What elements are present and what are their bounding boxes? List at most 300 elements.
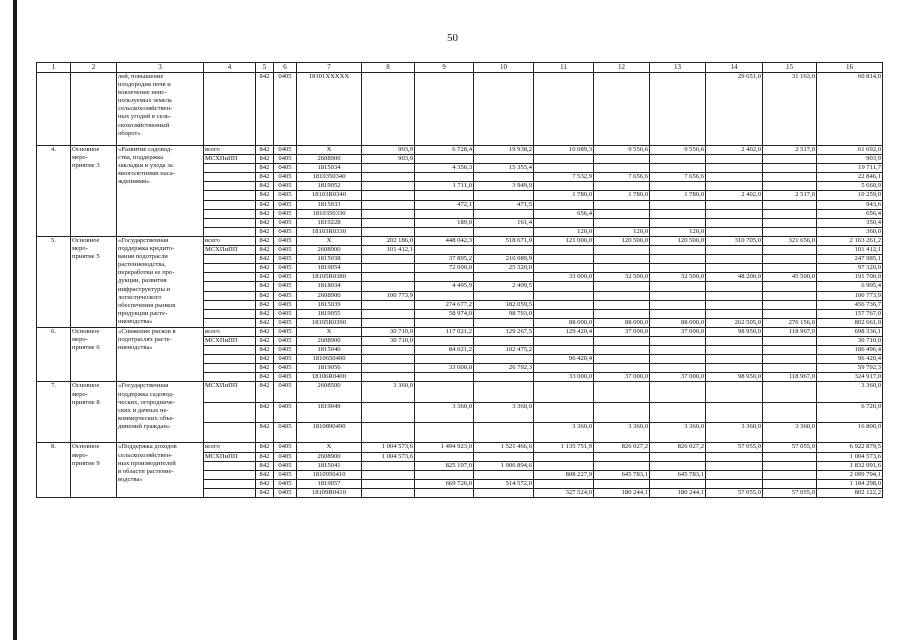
target-article-cell: 1810950410 (297, 470, 362, 479)
amount-cell-13 (650, 182, 706, 191)
target-article-cell: 1819052 (297, 182, 362, 191)
amount-cell-12 (594, 291, 650, 300)
amount-cell-9 (415, 382, 474, 402)
section-code-cell: 0405 (274, 218, 297, 227)
amount-cell-13 (650, 209, 706, 218)
amount-cell-11: 121 000,0 (534, 236, 594, 245)
grbs-code-cell: 842 (256, 164, 274, 173)
section-code-cell: 0405 (274, 423, 297, 443)
amount-cell-9: 4 356,3 (415, 164, 474, 173)
amount-cell-15: 2 517,0 (763, 146, 817, 155)
amount-cell-16: 5 660,9 (817, 182, 883, 191)
amount-cell-16: 1 184 298,0 (817, 479, 883, 488)
target-article-cell: 1815034 (297, 164, 362, 173)
amount-cell-10 (474, 173, 534, 182)
grbs-code-cell: 842 (256, 209, 274, 218)
amount-cell-8 (362, 273, 415, 282)
section-code-cell: 0405 (274, 373, 297, 382)
responsible-cell: всего (204, 146, 256, 155)
amount-cell-15 (763, 164, 817, 173)
responsible-cell (204, 291, 256, 300)
target-article-cell: 1819056 (297, 364, 362, 373)
grbs-code-cell: 842 (256, 73, 274, 146)
amount-cell-10: 161,4 (474, 218, 534, 227)
target-article-cell: 2608900 (297, 452, 362, 461)
column-header-4: 4 (204, 63, 256, 73)
amount-cell-13 (650, 155, 706, 164)
amount-cell-13 (650, 452, 706, 461)
amount-cell-9 (415, 155, 474, 164)
responsible-cell (204, 182, 256, 191)
target-article-cell: 1819054 (297, 264, 362, 273)
target-article-cell: 1815033 (297, 200, 362, 209)
amount-cell-8: 3 360,0 (362, 382, 415, 402)
amount-cell-12 (594, 218, 650, 227)
column-header-15: 15 (763, 63, 817, 73)
amount-cell-9: 6 728,4 (415, 146, 474, 155)
amount-cell-16: 6 905,4 (817, 282, 883, 291)
amount-cell-15 (763, 218, 817, 227)
amount-cell-12 (594, 164, 650, 173)
responsible-cell: всего (204, 327, 256, 336)
amount-cell-10 (474, 382, 534, 402)
amount-cell-14 (706, 255, 763, 264)
amount-cell-14 (706, 402, 763, 422)
target-article-cell: X (297, 443, 362, 452)
amount-cell-10 (474, 155, 534, 164)
amount-cell-14 (706, 461, 763, 470)
amount-cell-13: 37 000,0 (650, 373, 706, 382)
amount-cell-15 (763, 336, 817, 345)
amount-cell-11 (534, 336, 594, 345)
amount-cell-10: 102 475,2 (474, 346, 534, 355)
amount-cell-16: 350,4 (817, 218, 883, 227)
amount-cell-14: 48 200,0 (706, 273, 763, 282)
amount-cell-14 (706, 309, 763, 318)
amount-cell-13: 3 360,0 (650, 423, 706, 443)
amount-cell-11: 96 420,4 (534, 355, 594, 364)
responsible-cell (204, 264, 256, 273)
amount-cell-14: 57 055,0 (706, 443, 763, 452)
grbs-code-cell: 842 (256, 246, 274, 255)
section-code-cell: 0405 (274, 173, 297, 182)
amount-cell-10: 3 949,9 (474, 182, 534, 191)
amount-cell-9 (415, 73, 474, 146)
amount-cell-8 (362, 402, 415, 422)
amount-cell-13 (650, 255, 706, 264)
amount-cell-14 (706, 264, 763, 273)
grbs-code-cell: 842 (256, 318, 274, 327)
binder-margin-bar (13, 0, 17, 640)
event-name-cell: «Поддержка доходов сельскохозяйствен- ных производителей в области растение- водства» (117, 443, 204, 498)
amount-cell-8 (362, 164, 415, 173)
section-code-cell: 0405 (274, 488, 297, 497)
column-header-3: 3 (117, 63, 204, 73)
amount-cell-15 (763, 227, 817, 236)
amount-cell-9 (415, 355, 474, 364)
responsible-cell: МСХПиПП (204, 336, 256, 345)
target-article-cell: 1810650400 (297, 355, 362, 364)
amount-cell-12 (594, 246, 650, 255)
amount-cell-16: 656,4 (817, 209, 883, 218)
amount-cell-14 (706, 246, 763, 255)
amount-cell-16: 6 720,0 (817, 402, 883, 422)
amount-cell-12 (594, 452, 650, 461)
amount-cell-12 (594, 155, 650, 164)
grbs-code-cell: 842 (256, 336, 274, 345)
amount-cell-8: 30 710,0 (362, 327, 415, 336)
amount-cell-12 (594, 364, 650, 373)
amount-cell-13 (650, 282, 706, 291)
amount-cell-13 (650, 264, 706, 273)
target-article-cell: 2608900 (297, 246, 362, 255)
grbs-code-cell: 842 (256, 373, 274, 382)
amount-cell-15 (763, 355, 817, 364)
responsible-cell (204, 164, 256, 173)
amount-cell-15 (763, 264, 817, 273)
amount-cell-16: 698 336,1 (817, 327, 883, 336)
amount-cell-10: 2 409,5 (474, 282, 534, 291)
amount-cell-15 (763, 300, 817, 309)
amount-cell-15: 118 967,0 (763, 327, 817, 336)
responsible-cell (204, 191, 256, 200)
target-article-cell: 18106R0400 (297, 373, 362, 382)
amount-cell-8 (362, 318, 415, 327)
amount-cell-14: 98 950,0 (706, 327, 763, 336)
amount-cell-15 (763, 364, 817, 373)
event-type-cell: Основное меро- приятие 3 (71, 146, 117, 237)
amount-cell-13: 88 000,0 (650, 318, 706, 327)
amount-cell-14 (706, 164, 763, 173)
amount-cell-10 (474, 246, 534, 255)
amount-cell-11: 33 000,0 (534, 273, 594, 282)
amount-cell-12 (594, 402, 650, 422)
column-header-9: 9 (415, 63, 474, 73)
target-article-cell: 1810350330 (297, 209, 362, 218)
amount-cell-13 (650, 246, 706, 255)
amount-cell-11 (534, 246, 594, 255)
amount-cell-15 (763, 382, 817, 402)
amount-cell-16: 60 814,0 (817, 73, 883, 146)
amount-cell-13 (650, 364, 706, 373)
section-code-cell: 0405 (274, 273, 297, 282)
amount-cell-16: 97 320,0 (817, 264, 883, 273)
amount-cell-13: 120 500,0 (650, 236, 706, 245)
amount-cell-10: 210 089,9 (474, 255, 534, 264)
amount-cell-10 (474, 191, 534, 200)
section-code-cell: 0405 (274, 382, 297, 402)
amount-cell-10 (474, 227, 534, 236)
amount-cell-12 (594, 300, 650, 309)
grbs-code-cell: 842 (256, 461, 274, 470)
amount-cell-11 (534, 461, 594, 470)
section-code-cell: 0405 (274, 200, 297, 209)
amount-cell-11: 7 532,9 (534, 173, 594, 182)
amount-cell-8 (362, 300, 415, 309)
amount-cell-12 (594, 346, 650, 355)
target-article-cell: 1819055 (297, 309, 362, 318)
row-number-cell: 6. (37, 327, 71, 382)
amount-cell-14 (706, 355, 763, 364)
amount-cell-11 (534, 402, 594, 422)
amount-cell-12 (594, 309, 650, 318)
amount-cell-8 (362, 364, 415, 373)
section-code-cell: 0405 (274, 452, 297, 461)
amount-cell-13: 120,0 (650, 227, 706, 236)
amount-cell-11: 656,4 (534, 209, 594, 218)
grbs-code-cell: 842 (256, 200, 274, 209)
amount-cell-9: 3 360,0 (415, 402, 474, 422)
event-name-cell: «Развитие садовод- ства, поддержка закладки и ухода за многолетними наса- ждениями» (117, 146, 204, 237)
amount-cell-16: 2 099 794,1 (817, 470, 883, 479)
amount-cell-8 (362, 255, 415, 264)
amount-cell-9 (415, 318, 474, 327)
section-code-cell: 0405 (274, 227, 297, 236)
amount-cell-12 (594, 182, 650, 191)
section-code-cell: 0405 (274, 364, 297, 373)
amount-cell-16: 59 792,3 (817, 364, 883, 373)
amount-cell-16: 802 122,2 (817, 488, 883, 497)
amount-cell-14: 57 055,0 (706, 488, 763, 497)
amount-cell-15 (763, 461, 817, 470)
amount-cell-8 (362, 461, 415, 470)
amount-cell-9: 1 494 923,0 (415, 443, 474, 452)
amount-cell-10: 518 671,9 (474, 236, 534, 245)
section-code-cell: 0405 (274, 355, 297, 364)
target-article-cell: 1819049 (297, 402, 362, 422)
amount-cell-8: 100 773,9 (362, 291, 415, 300)
amount-cell-13: 37 000,0 (650, 327, 706, 336)
amount-cell-9 (415, 209, 474, 218)
amount-cell-9: 117 021,2 (415, 327, 474, 336)
target-article-cell: 1818034 (297, 282, 362, 291)
amount-cell-10: 19 938,2 (474, 146, 534, 155)
amount-cell-14: 310 705,0 (706, 236, 763, 245)
table-row (37, 443, 883, 452)
amount-cell-10 (474, 318, 534, 327)
column-header-2: 2 (71, 63, 117, 73)
amount-cell-12: 120,0 (594, 227, 650, 236)
amount-cell-13: 1 780,0 (650, 191, 706, 200)
amount-cell-14 (706, 291, 763, 300)
responsible-cell: МСХПиПП (204, 382, 256, 402)
target-article-cell: 2608900 (297, 336, 362, 345)
table-row (37, 236, 883, 245)
amount-cell-14 (706, 470, 763, 479)
amount-cell-12: 37 000,0 (594, 373, 650, 382)
amount-cell-11 (534, 300, 594, 309)
row-number-cell (37, 73, 71, 146)
amount-cell-14: 2 402,0 (706, 146, 763, 155)
table-row (37, 146, 883, 155)
amount-cell-15 (763, 470, 817, 479)
section-code-cell: 0405 (274, 336, 297, 345)
column-header-11: 11 (534, 63, 594, 73)
amount-cell-12: 37 000,0 (594, 327, 650, 336)
column-header-10: 10 (474, 63, 534, 73)
amount-cell-15: 31 163,0 (763, 73, 817, 146)
target-article-cell: 18103R0330 (297, 227, 362, 236)
target-article-cell: 2608900 (297, 291, 362, 300)
amount-cell-11 (534, 309, 594, 318)
amount-cell-9: 1 711,0 (415, 182, 474, 191)
amount-cell-16: 96 420,4 (817, 355, 883, 364)
amount-cell-8 (362, 479, 415, 488)
amount-cell-9: 274 677,2 (415, 300, 474, 309)
amount-cell-11: 33 000,0 (534, 373, 594, 382)
amount-cell-10 (474, 488, 534, 497)
row-number-cell: 8. (37, 443, 71, 498)
section-code-cell: 0405 (274, 461, 297, 470)
target-article-cell: 18105R0390 (297, 318, 362, 327)
amount-cell-13 (650, 336, 706, 345)
amount-cell-15 (763, 182, 817, 191)
section-code-cell: 0405 (274, 318, 297, 327)
amount-cell-16: 22 846,1 (817, 173, 883, 182)
section-code-cell: 0405 (274, 309, 297, 318)
amount-cell-8 (362, 191, 415, 200)
amount-cell-11: 1 135 751,9 (534, 443, 594, 452)
amount-cell-11 (534, 364, 594, 373)
section-code-cell: 0405 (274, 164, 297, 173)
grbs-code-cell: 842 (256, 300, 274, 309)
amount-cell-8 (362, 309, 415, 318)
amount-cell-15 (763, 255, 817, 264)
amount-cell-16: 802 661,0 (817, 318, 883, 327)
target-article-cell: 1815039 (297, 300, 362, 309)
amount-cell-12 (594, 336, 650, 345)
amount-cell-11: 327 524,0 (534, 488, 594, 497)
amount-cell-12 (594, 479, 650, 488)
event-name-cell: «Снижение рисков в подотраслях расте- ниеводства» (117, 327, 204, 382)
amount-cell-8: 202 186,0 (362, 236, 415, 245)
amount-cell-11: 129 420,4 (534, 327, 594, 336)
amount-cell-10 (474, 355, 534, 364)
section-code-cell: 0405 (274, 282, 297, 291)
responsible-cell (204, 373, 256, 382)
amount-cell-14 (706, 346, 763, 355)
column-header-1: 1 (37, 63, 71, 73)
target-article-cell: 18103R0340 (297, 191, 362, 200)
amount-cell-13: 180 244,1 (650, 488, 706, 497)
amount-cell-15 (763, 452, 817, 461)
amount-cell-12: 9 556,6 (594, 146, 650, 155)
amount-cell-9: 4 495,9 (415, 282, 474, 291)
row-number-cell: 4. (37, 146, 71, 237)
amount-cell-16: 101 412,1 (817, 246, 883, 255)
amount-cell-8 (362, 264, 415, 273)
responsible-cell (204, 273, 256, 282)
amount-cell-9: 472,1 (415, 200, 474, 209)
amount-cell-10 (474, 470, 534, 479)
amount-cell-8 (362, 218, 415, 227)
amount-cell-15 (763, 402, 817, 422)
target-article-cell: 2608900 (297, 155, 362, 164)
amount-cell-8 (362, 373, 415, 382)
amount-cell-14 (706, 382, 763, 402)
amount-cell-9 (415, 173, 474, 182)
amount-cell-9 (415, 452, 474, 461)
section-code-cell: 0405 (274, 300, 297, 309)
amount-cell-13: 826 027,2 (650, 443, 706, 452)
amount-cell-9 (415, 191, 474, 200)
amount-cell-10: 129 267,5 (474, 327, 534, 336)
amount-cell-11 (534, 479, 594, 488)
amount-cell-8 (362, 200, 415, 209)
amount-cell-8 (362, 488, 415, 497)
event-type-cell: Основное меро- приятие 5 (71, 236, 117, 327)
amount-cell-10 (474, 209, 534, 218)
amount-cell-14 (706, 300, 763, 309)
section-code-cell: 0405 (274, 209, 297, 218)
amount-cell-15 (763, 246, 817, 255)
page-number: 50 (447, 32, 458, 44)
amount-cell-15: 276 156,0 (763, 318, 817, 327)
amount-cell-14: 3 360,0 (706, 423, 763, 443)
amount-cell-15: 118 967,0 (763, 373, 817, 382)
section-code-cell: 0405 (274, 155, 297, 164)
section-code-cell: 0405 (274, 327, 297, 336)
amount-cell-13 (650, 479, 706, 488)
amount-cell-9: 448 042,3 (415, 236, 474, 245)
responsible-cell (204, 227, 256, 236)
amount-cell-15: 57 055,0 (763, 443, 817, 452)
amount-cell-14: 98 950,0 (706, 373, 763, 382)
grbs-code-cell: 842 (256, 346, 274, 355)
amount-cell-13 (650, 218, 706, 227)
amount-cell-11 (534, 218, 594, 227)
amount-cell-12: 180 244,1 (594, 488, 650, 497)
amount-cell-14 (706, 218, 763, 227)
amount-cell-16: 360,0 (817, 227, 883, 236)
amount-cell-13 (650, 200, 706, 209)
amount-cell-10 (474, 373, 534, 382)
amount-cell-15: 45 500,0 (763, 273, 817, 282)
target-article-cell: 1810350340 (297, 173, 362, 182)
responsible-cell (204, 364, 256, 373)
amount-cell-12 (594, 355, 650, 364)
amount-cell-8: 101 412,1 (362, 246, 415, 255)
grbs-code-cell: 842 (256, 146, 274, 155)
responsible-cell (204, 355, 256, 364)
amount-cell-11 (534, 164, 594, 173)
amount-cell-10: 25 320,0 (474, 264, 534, 273)
column-header-12: 12 (594, 63, 650, 73)
amount-cell-12: 826 027,2 (594, 443, 650, 452)
amount-cell-12: 120 500,0 (594, 236, 650, 245)
amount-cell-10: 514 572,0 (474, 479, 534, 488)
amount-cell-16: 16 800,0 (817, 423, 883, 443)
amount-cell-14 (706, 282, 763, 291)
amount-cell-12: 1 780,0 (594, 191, 650, 200)
header-row (37, 63, 883, 73)
responsible-cell (204, 200, 256, 209)
amount-cell-11 (534, 291, 594, 300)
target-article-cell: 18105R0380 (297, 273, 362, 282)
grbs-code-cell: 842 (256, 282, 274, 291)
amount-cell-13 (650, 164, 706, 173)
amount-cell-10 (474, 273, 534, 282)
section-code-cell: 0405 (274, 73, 297, 146)
amount-cell-12 (594, 461, 650, 470)
amount-cell-8 (362, 227, 415, 236)
amount-cell-14 (706, 336, 763, 345)
amount-cell-10 (474, 423, 534, 443)
grbs-code-cell: 842 (256, 488, 274, 497)
section-code-cell: 0405 (274, 236, 297, 245)
grbs-code-cell: 842 (256, 309, 274, 318)
grbs-code-cell: 842 (256, 227, 274, 236)
